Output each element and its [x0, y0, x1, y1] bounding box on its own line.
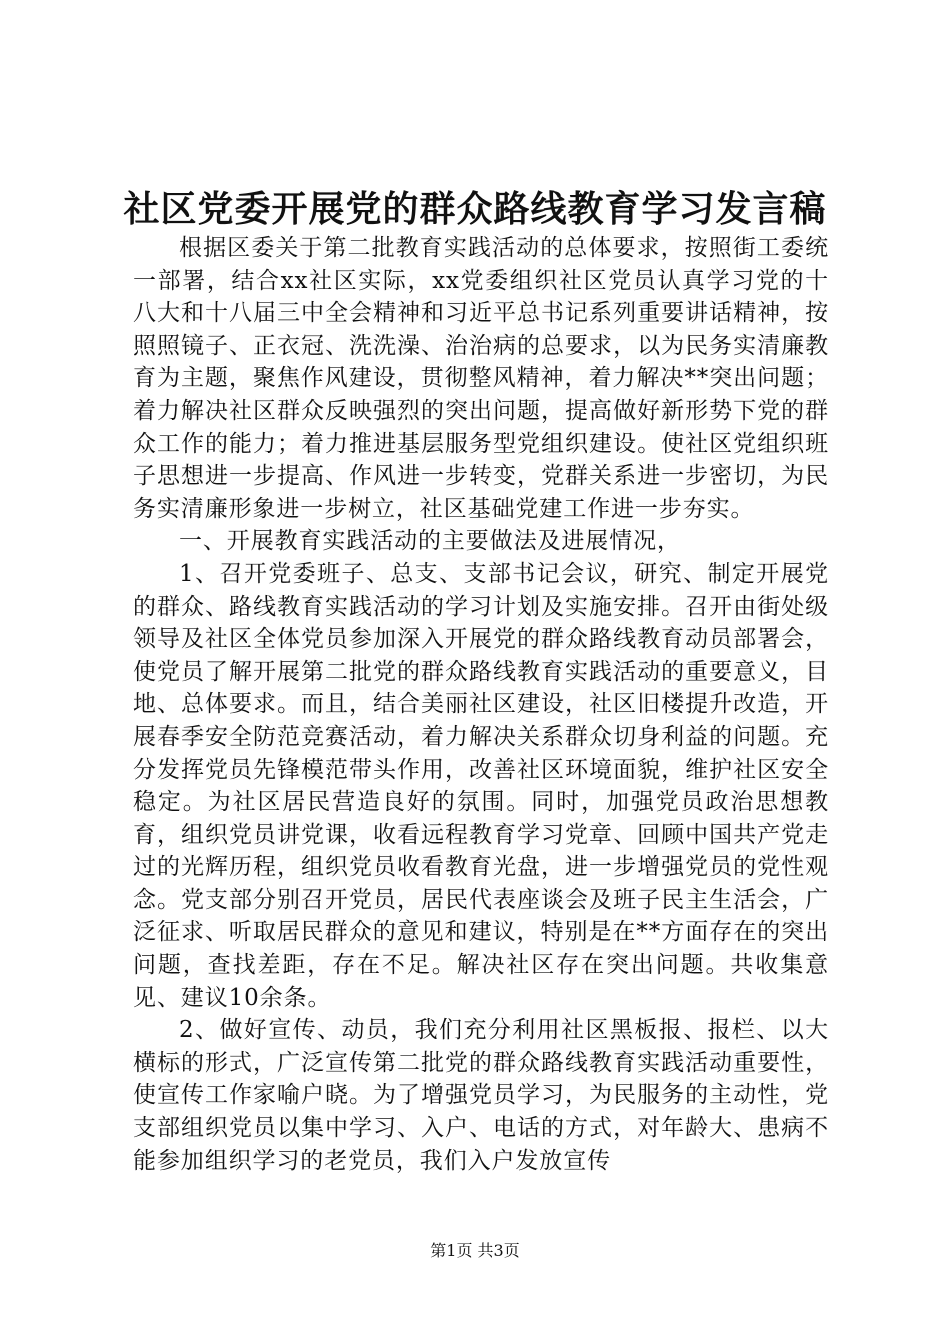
- paragraph-intro: 根据区委关于第二批教育实践活动的总体要求，按照街工委统一部署，结合xx社区实际，xx党委组织社区党员认真学习党的十八大和十八届三中全会精神和习近平总书记系列重要讲话精神，按照照镜子、正衣冠、洗洗澡、治治病的总要求，以为民务实清廉教育为主题，聚焦作风建设，贯彻整风精神，着力解决**突出问题；着力解决社区群众反映强烈的突出问题，提高做好新形势下党的群众工作的能力；着力推进基层服务型党组织建设。使社区党组织班子思想进一步提高、作风进一步转变，党群关系进一步密切，为民务实清廉形象进一步树立，社区基础党建工作进一步夯实。: [133, 235, 829, 522]
- document-body: [133, 232, 829, 1177]
- page-number-footer: 第1页 共3页: [430, 1241, 520, 1260]
- paragraph-section-heading: 一、开展教育实践活动的主要做法及进展情况，: [179, 528, 681, 555]
- paragraph-item-2: 2、做好宣传、动员，我们充分利用社区黑板报、报栏、以大横标的形式，广泛宣传第二批党的群众路线教育实践活动重要性，使宣传工作家喻户晓。为了增强党员学习，为民服务的主动性，党支部组织党员以集中学习、入户、电话的方式，对年龄大、患病不能参加组织学习的老党员，我们入户发放宣传: [133, 1017, 829, 1174]
- paragraph-item-1: 1、召开党委班子、总支、支部书记会议，研究、制定开展党的群众、路线教育实践活动的学习计划及实施安排。召开由街处级领导及社区全体党员参加深入开展党的群众路线教育动员部署会，使党员了解开展第二批党的群众路线教育实践活动的重要意义，目地、总体要求。而且，结合美丽社区建设，社区旧楼提升改造，开展春季安全防范竞赛活动，着力解决关系群众切身利益的问题。充分发挥党员先锋模范带头作用，改善社区环境面貌，维护社区安全稳定。为社区居民营造良好的氛围。同时，加强党员政治思想教育，组织党员讲党课，收看远程教育学习党章、回顾中国共产党走过的光辉历程，组织党员收看教育光盘，进一步增强党员的党性观念。党支部分别召开党员，居民代表座谈会及班子民主生活会，广泛征求、听取居民群众的意见和建议，特别是在**方面存在的突出问题，查找差距，存在不足。解决社区存在突出问题。共收集意见、建议10余条。: [133, 560, 829, 1011]
- document-title: 社区党委开展党的群众路线教育学习发言稿: [123, 188, 827, 230]
